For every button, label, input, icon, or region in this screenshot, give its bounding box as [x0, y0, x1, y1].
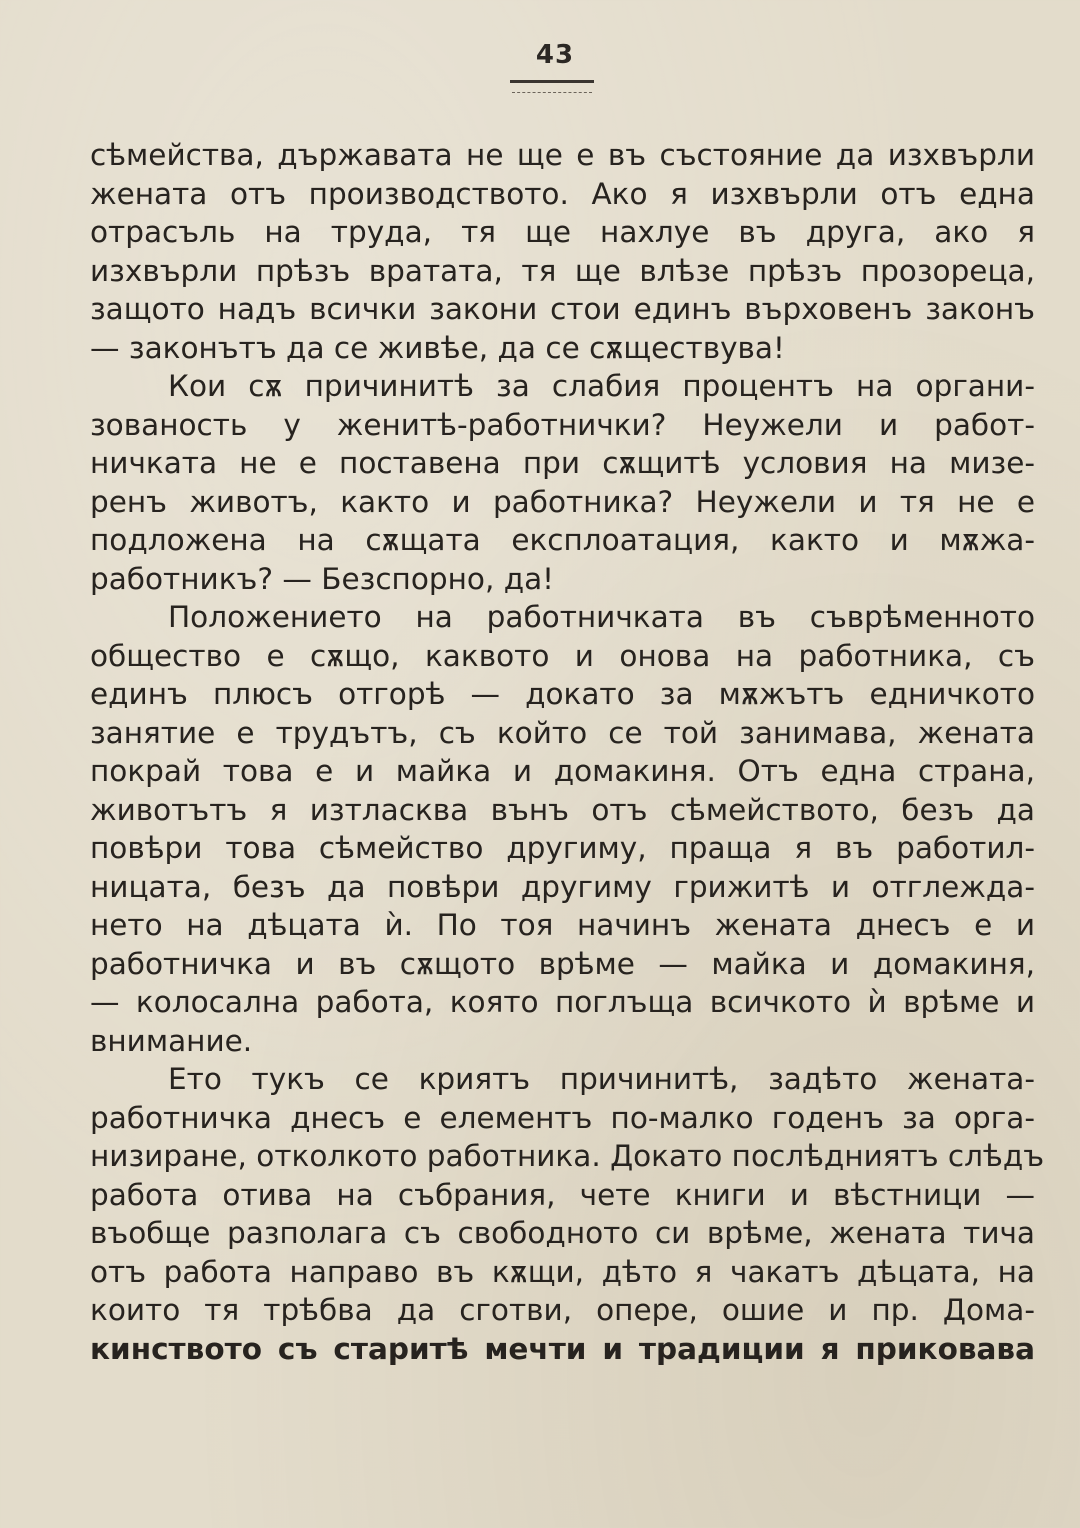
text-line: работничка и въ сѫщото врѣме — майка и домакиня, [90, 946, 1035, 981]
text-line: покрай това е и майка и домакиня. Отъ една страна, [90, 754, 1035, 788]
text-line: низиране, отколкото работника. Докато послѣдниятъ слѣдъ [90, 1139, 1045, 1173]
page-number-rule [510, 80, 594, 83]
text-line: Кои сѫ причинитѣ за слабия процентъ на органи- [168, 369, 1035, 403]
text-line: ничката не е поставена при сѫщитѣ условия на мизе- [90, 446, 1035, 480]
text-line: отрасъль на труда, тя ще нахлуе въ друга, ако я [90, 215, 1035, 249]
text-line: работникъ? — Безспорно, да! [90, 561, 555, 596]
body-text [90, 136, 1045, 1368]
page-number-underline [512, 92, 592, 93]
text-line: ренъ животъ, както и работника? Неужели и тя не е [90, 484, 1035, 519]
text-line: защото надъ всички закони стои единъ върховенъ законъ [90, 292, 1035, 326]
text-line: Положението на работничката въ съврѣменното [168, 600, 1035, 634]
text-line: ницата, безъ да повѣри другиму грижитѣ и отглежда- [90, 869, 1035, 904]
text-line: занятие е трудътъ, съ който се той занимава, жената [90, 715, 1035, 750]
text-line: отъ работа направо въ кѫщи, дѣто я чакатъ дѣцата, на [90, 1254, 1035, 1289]
text-line: внимание. [90, 1023, 253, 1058]
text-line: общество е сѫщо, каквото и онова на работника, съ [90, 638, 1035, 673]
text-line: които тя трѣбва да сготви, опере, ошие и пр. Дома- [90, 1293, 1035, 1327]
text-line: кинството съ старитѣ мечти и традиции я приковава [90, 1331, 1035, 1366]
text-line: сѣмейства, държавата не ще е въ състояние да изхвърли [90, 138, 1035, 172]
text-line: Ето тукъ се криятъ причинитѣ, задѣто жената- [168, 1062, 1035, 1096]
text-line: изхвърли прѣзъ вратата, тя ще влѣзе прѣзъ прозореца, [90, 253, 1035, 288]
text-line: зованость у женитѣ-работнички? Неужели и работ- [90, 407, 1035, 442]
text-line: животътъ я изтласква вънъ отъ сѣмейството, безъ да [90, 792, 1035, 827]
text-line: повѣри това сѣмейство другиму, праща я въ работил- [90, 831, 1035, 865]
text-line: жената отъ производството. Ако я изхвърли отъ една [90, 176, 1035, 211]
text-line: работничка днесъ е елементъ по-малко годенъ за орга- [90, 1100, 1035, 1135]
text-line: нето на дѣцата ѝ. По тоя начинъ жената днесъ е и [90, 908, 1035, 942]
text-line: единъ плюсъ отгорѣ — докато за мѫжътъ едничкото [90, 677, 1035, 711]
text-line: подложена на сѫщата експлоатация, както и мѫжа- [90, 523, 1035, 557]
text-line: — законътъ да се живѣе, да се сѫществува! [90, 330, 785, 365]
text-line: работа отива на събрания, чете книги и вѣстници — [90, 1177, 1035, 1212]
text-line: — колосална работа, която поглъща всичкото ѝ врѣме и [90, 985, 1035, 1019]
text-line: въобще разполага съ свободното си врѣме, жената тича [90, 1216, 1035, 1250]
page-number: 43 [535, 40, 575, 70]
